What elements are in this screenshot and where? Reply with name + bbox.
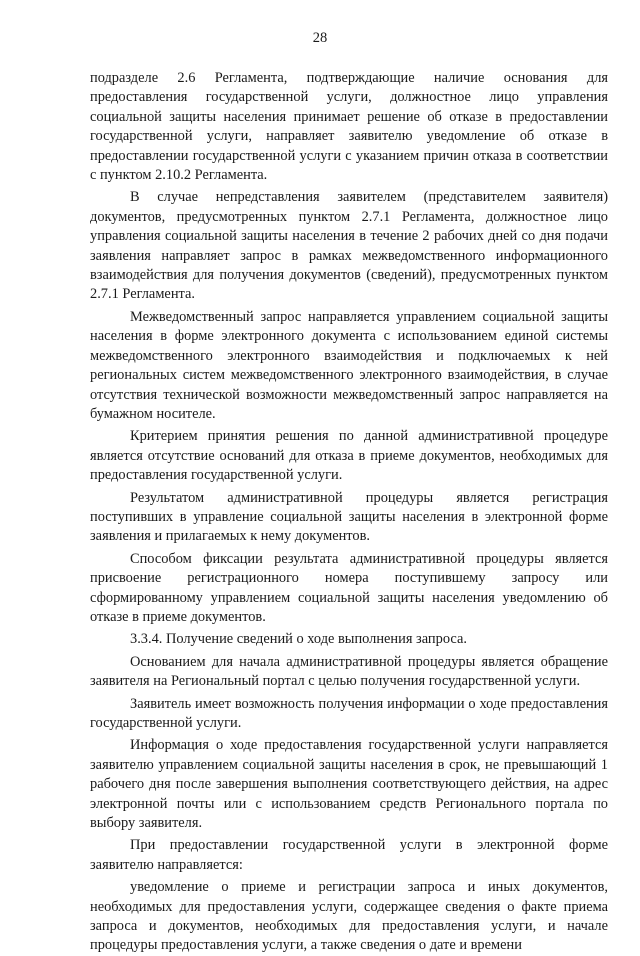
paragraph: Заявитель имеет возможность получения информации о ходе предоставления государственной услуги. [90,695,608,731]
section-heading: 3.3.4. Получение сведений о ходе выполнения запроса. [130,631,467,648]
paragraph: Результатом административной процедуры является регистрация поступивших в управление социальной защиты населения в электронной форме заявления и прилагаемых к нему документов. [90,489,608,545]
paragraph: Информация о ходе предоставления государственной услуги направляется заявителю управлением социальной защиты населения в срок, не превышающий 1 рабочего дня после завершения выполнения соответствующего действия, на адрес электронной почты или с использованием средств Регионального портала по выбору заявителя. [90,737,608,832]
paragraph: Основанием для начала административной процедуры является обращение заявителя на Региональный портал с целью получения государственной услуги. [90,653,608,690]
paragraph: Способом фиксации результата административной процедуры является присвоение регистрационного номера поступившему запросу или сформированному управлением социальной защиты населения уведомлению об отказе в приеме документов. [90,550,608,625]
paragraph: подразделе 2.6 Регламента, подтверждающие наличие основания для предоставления государственной услуги, должностное лицо управления социальной защиты населения принимает решение об отказе в предоставлении государственной услуги, направляет заявителю уведомление об отказе в предоставлении государственной услуги с указанием причин отказа в соответствии с пунктом 2.10.2 Регламента. [90,70,608,184]
page-number: 28 [312,30,328,46]
paragraph: Критерием принятия решения по данной административной процедуре является отсутствие оснований для отказа в приеме документов, необходимых для предоставления государственной услуги. [90,428,608,484]
paragraph: В случае непредставления заявителем (представителем заявителя) документов, предусмотренных пунктом 2.7.1 Регламента, должностное лицо управления социальной защиты населения в течение 2 рабочих дней со дня подачи заявления направляет запрос в рамках межведомственного информационного взаимодействия для получения документов (сведений), предусмотренных пунктом 2.7.1 Регламента. [90,189,608,303]
paragraph: уведомление о приеме и регистрации запроса и иных документов, необходимых для предоставления услуги, содержащее сведения о факте приема запроса и документов, необходимых для предоставления услуги, и начале процедуры предоставления услуги, а также сведения о дате и времени [90,879,608,954]
paragraph: Межведомственный запрос направляется управлением социальной защиты населения в форме электронного документа с использованием единой системы межведомственного электронного взаимодействия и подключаемых к ней региональных систем межведомственного электронного взаимодействия, в случае отсутствия технической возможности межведомственный запрос направляется на бумажном носителе. [90,308,608,422]
paragraph: При предоставлении государственной услуги в электронной форме заявителю направляется: [90,837,608,873]
